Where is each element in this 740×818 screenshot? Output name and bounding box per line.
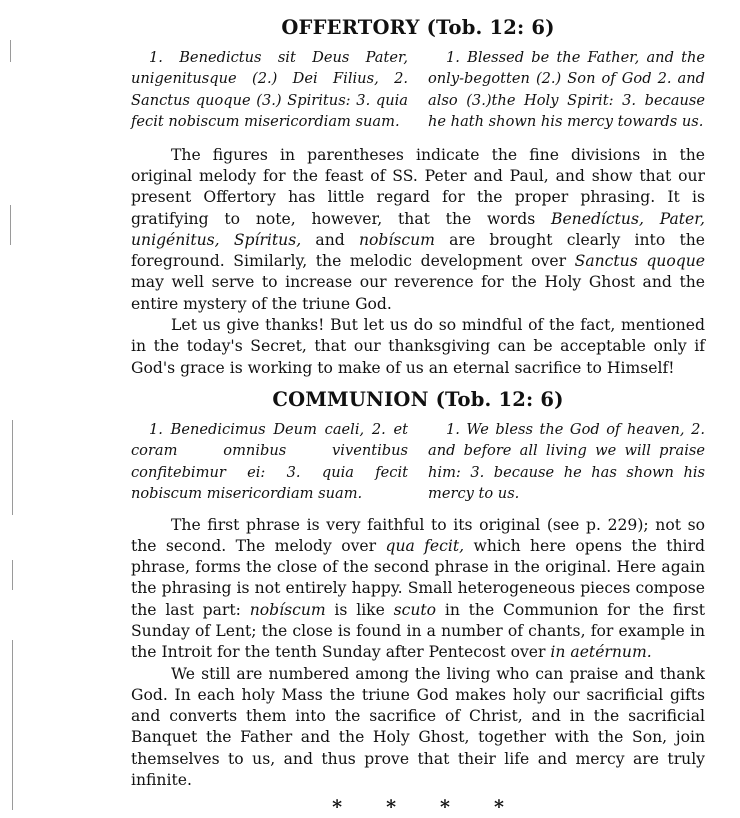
offertory-heading: OFFERTORY (Tob. 12: 6)	[281, 16, 555, 39]
text-run: The figures in parentheses indicate the fine divisions in the original melody for the feast of SS. Peter and Paul, and show that our present Offertory has little regard for the proper phrasing. It is gratifying to note, however, that the words	[131, 145, 705, 228]
scan-margin-mark	[10, 40, 11, 62]
scan-margin-mark	[12, 640, 13, 810]
text-run: which here opens the third phrase, forms the close of the second phrase in the original. Here again the phrasing is not entirely happy. Small heterogeneous pieces compose the last part:	[131, 536, 705, 619]
latin-term: in aetérnum.	[550, 643, 652, 662]
offertory-commentary-paragraph-1	[131, 145, 705, 315]
scan-margin-mark	[12, 420, 13, 515]
offertory-commentary-paragraph-2: Let us give thanks! But let us do so mindful of the fact, mentioned in the today's Secret, that our thanksgiving can be acceptable only if God's grace is working to make of us an eternal sacrifice to Himself!	[131, 316, 705, 377]
latin-term: nobíscum	[358, 230, 435, 249]
text-run: may well serve to increase our reverence for the Holy Ghost and the entire mystery of the triune God.	[131, 273, 705, 313]
page-content	[131, 16, 705, 818]
offertory-latin-column: 1. Benedictus sit Deus Pater, unigenitusque (2.) Dei Filius, 2. Sanctus quoque (3.) Spiritus: 3. quia fecit nobiscum misericordiam suam.	[131, 49, 408, 131]
communion-heading: COMMUNION (Tob. 12: 6)	[272, 387, 564, 411]
latin-term: scuto	[393, 600, 437, 619]
section-separator	[131, 796, 705, 818]
communion-text-columns	[131, 419, 705, 505]
communion-commentary-paragraph-2: We still are numbered among the living who can praise and thank God. In each holy Mass the triune God makes holy our sacrificial gifts and converts them into the sacrifice of Christ, and in the sacrificial Banquet the Father and the Holy Ghost, together with the Son, join themselves to us, and thus prove that their life and mercy are truly infinite.	[131, 664, 705, 790]
offertory-english-column: 1. Blessed be the Father, and the only-begotten (2.) Son of God 2. and also (3.)the Holy Spirit: 3. because he hath shown his mercy towards us.	[428, 49, 705, 131]
scan-margin-mark	[10, 205, 11, 245]
separator-star: *	[440, 796, 450, 818]
text-run: are brought clearly into the foreground. Similarly, the melodic development over	[131, 230, 705, 271]
text-run: The first phrase is very faithful to its original (see p. 229); not so the second. The melody over	[131, 515, 705, 555]
communion-english-column: 1. We bless the God of heaven, 2. and before all living we will praise him: 3. because he has shown his mercy to us.	[428, 420, 705, 503]
scan-margin-mark	[12, 560, 13, 590]
separator-star: *	[386, 796, 396, 818]
communion-commentary-paragraph-1	[131, 515, 705, 664]
latin-term: qua fecit,	[385, 536, 465, 555]
latin-term: nobíscum	[249, 600, 326, 619]
latin-term: Sanctus quoque	[574, 252, 705, 271]
separator-star: *	[493, 796, 504, 818]
text-run: in the Communion for the first Sunday of Lent; the close is found in a number of chants, for example in the Introit for the tenth Sunday after Pentecost over	[131, 600, 705, 662]
offertory-text-columns	[131, 47, 705, 133]
text-run: is like	[325, 600, 394, 619]
separator-star: *	[332, 796, 343, 818]
latin-term: Benedíctus, Pater, unigénitus, Spíritus,	[131, 209, 705, 249]
communion-latin-column: 1. Benedicimus Deum caeli, 2. et coram omnibus viventibus confitebimur ei: 3. quia fecit nobiscum misericordiam suam.	[131, 420, 408, 503]
text-run: and	[301, 230, 359, 249]
